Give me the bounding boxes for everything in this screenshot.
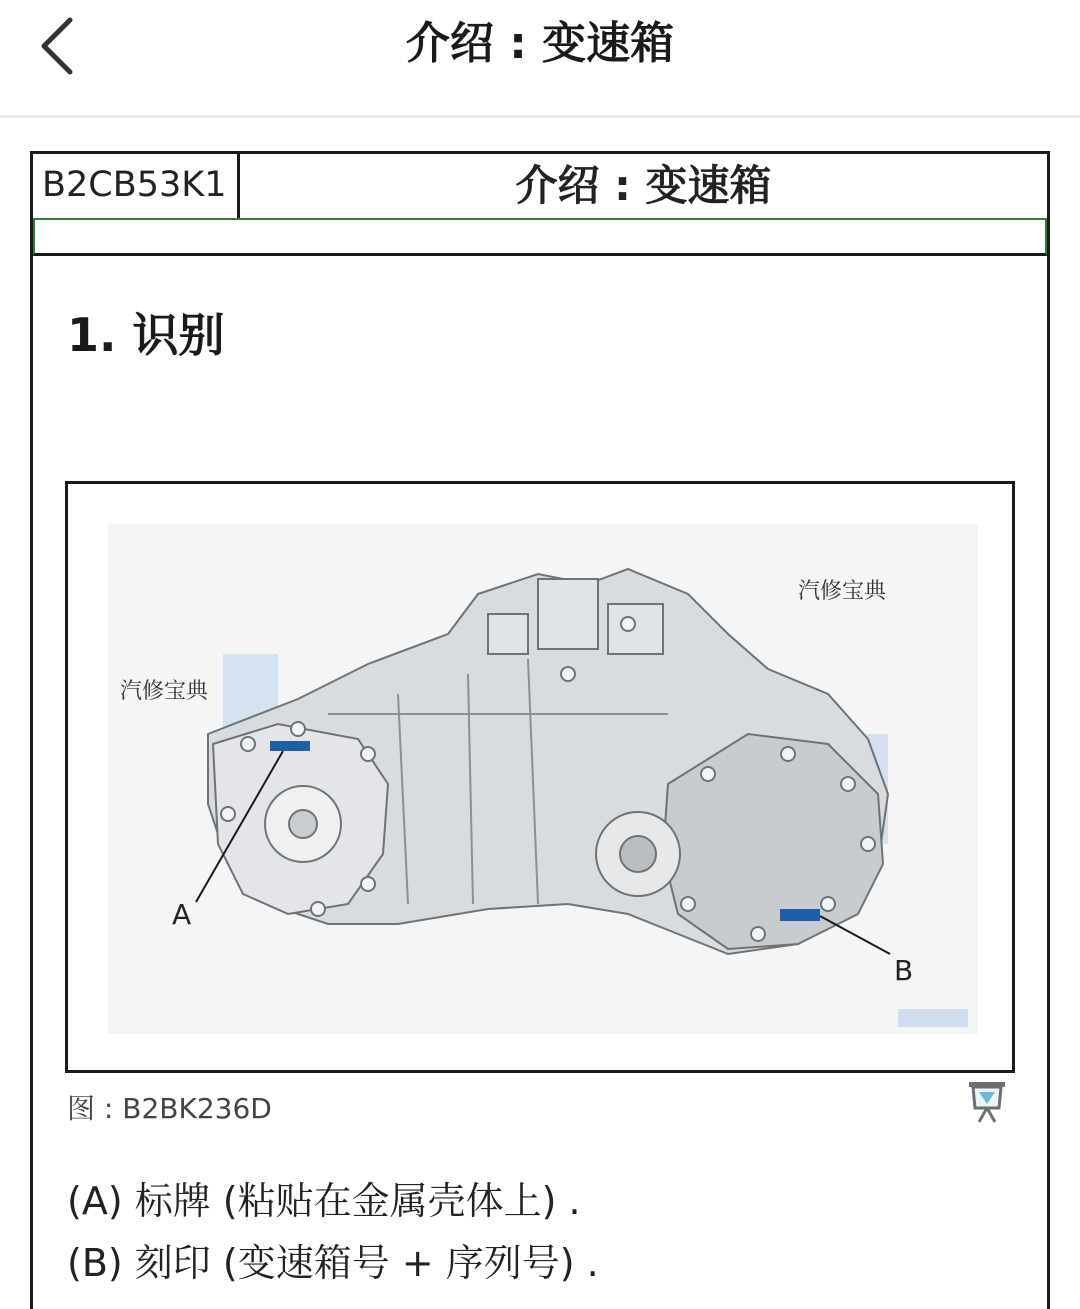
document-title: 介绍 : 变速箱 [515, 161, 772, 210]
section-heading: 1. 识别 [67, 308, 225, 362]
transmission-illustration [68, 484, 1012, 1070]
watermark-left: 汽修宝典 [120, 679, 209, 704]
legend-list [67, 1170, 599, 1294]
callout-b: B [894, 954, 914, 987]
transmission-figure[interactable] [65, 481, 1015, 1073]
presentation-icon[interactable] [965, 1078, 1009, 1126]
document-panel [30, 151, 1050, 1309]
legend-item-a: (A) 标牌 (粘贴在金属壳体上) . [67, 1179, 581, 1223]
page-title: 介绍 : 变速箱 [405, 18, 675, 69]
app-header [0, 0, 1080, 118]
figure-caption: 图 : B2BK236D [67, 1092, 272, 1125]
document-header [33, 154, 1047, 220]
legend-item-b: (B) 刻印 (变速箱号 + 序列号) . [67, 1241, 599, 1285]
document-code: B2CB53K1 [33, 154, 240, 218]
document-header-strip [33, 220, 1047, 256]
callout-a: A [172, 898, 192, 931]
watermark-right: 汽修宝典 [798, 579, 887, 604]
